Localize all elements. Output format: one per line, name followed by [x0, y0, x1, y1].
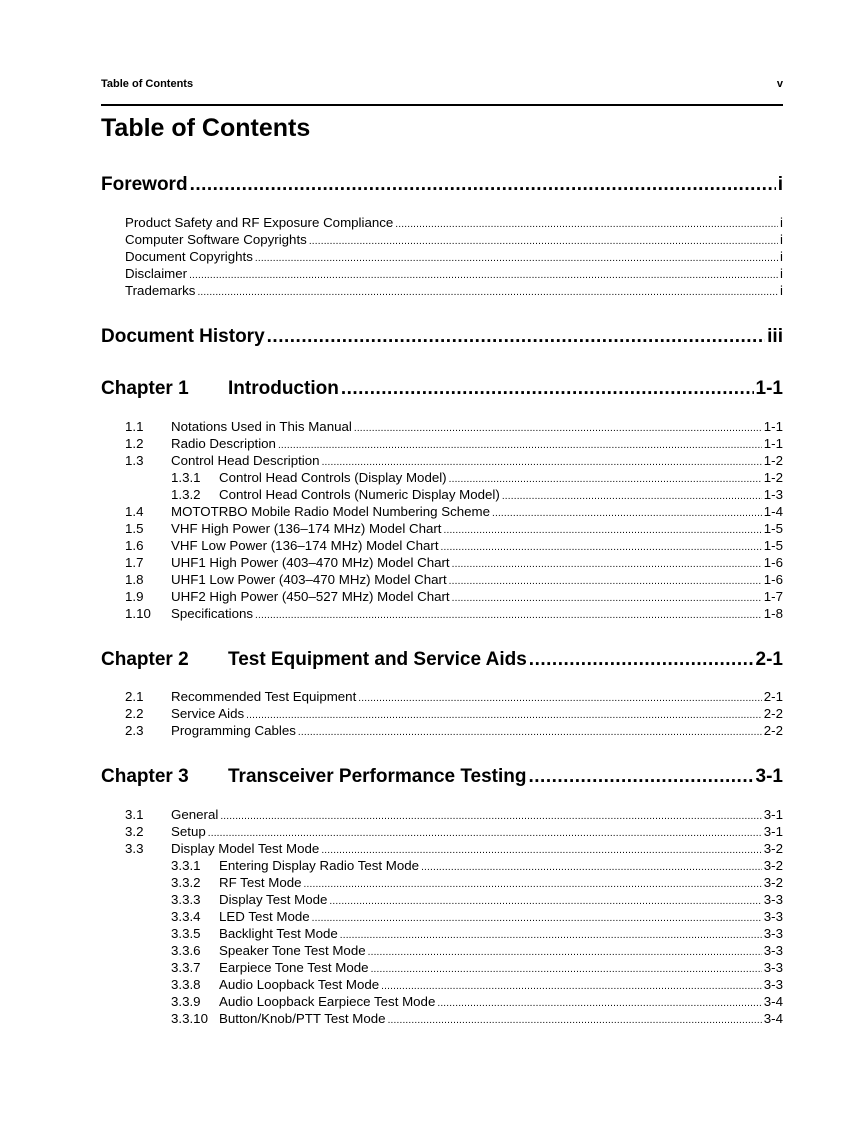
toc-entry-page: 1-1: [763, 436, 783, 451]
toc-entry-text: [125, 521, 441, 536]
toc-page: i: [777, 174, 783, 195]
toc-chapter-1-heading[interactable]: [101, 378, 783, 404]
dot-leader: [220, 811, 761, 822]
toc-entry[interactable]: [125, 589, 783, 606]
toc-entry-text: Disclaimer: [125, 266, 188, 281]
section-number: 3.2: [125, 824, 144, 839]
chapter-title: Introduction: [228, 378, 339, 399]
dot-leader: [441, 542, 762, 553]
toc-entry-page: 2-1: [763, 689, 783, 704]
dot-leader: [381, 981, 762, 992]
section-title: Display Test Mode: [219, 892, 328, 907]
section-title: Audio Loopback Earpiece Test Mode: [219, 994, 436, 1009]
toc-entry-text: [125, 824, 206, 839]
section-number: 1.6: [125, 538, 144, 553]
toc-entry[interactable]: [125, 249, 783, 266]
section-title: Recommended Test Equipment: [171, 689, 357, 704]
toc-subentry[interactable]: [171, 1011, 783, 1028]
dot-leader: [421, 862, 762, 873]
toc-entry-text: [125, 453, 320, 468]
toc-entry-text: [125, 589, 450, 604]
toc-entry[interactable]: [125, 841, 783, 858]
dot-leader: [368, 947, 762, 958]
toc-heading-text: Document History: [101, 326, 265, 347]
toc-entry-text: [125, 723, 296, 738]
dot-leader: [312, 913, 762, 924]
toc-subentry[interactable]: [171, 960, 783, 977]
toc-entry-text: [125, 419, 352, 434]
dot-leader: [309, 236, 778, 247]
section-title: Control Head Controls (Display Model): [219, 470, 447, 485]
toc-entry-page: 1-3: [763, 487, 783, 502]
section-number: 1.2: [125, 436, 144, 451]
section-number: 3.1: [125, 807, 144, 822]
toc-entry-page: i: [780, 232, 783, 247]
toc-entry[interactable]: [125, 419, 783, 436]
dot-leader: [208, 828, 762, 839]
toc-subentry[interactable]: [171, 858, 783, 875]
section-title: Display Model Test Mode: [171, 841, 320, 856]
toc-entry-text: [171, 977, 379, 992]
section-title: RF Test Mode: [219, 875, 302, 890]
toc-entry-text: [125, 436, 276, 451]
toc-page: 2-1: [755, 649, 783, 670]
toc-subentry[interactable]: [171, 926, 783, 943]
section-title: Earpiece Tone Test Mode: [219, 960, 369, 975]
toc-entry-page: 1-6: [763, 572, 783, 587]
toc-entry[interactable]: [125, 504, 783, 521]
section-number: 3.3.9: [171, 994, 201, 1009]
toc-entry[interactable]: [125, 521, 783, 538]
running-title: Table of Contents: [101, 78, 194, 90]
toc-entry[interactable]: [125, 555, 783, 572]
section-number: 1.3: [125, 453, 144, 468]
toc-heading-text: Foreword: [101, 174, 188, 195]
dot-leader: [529, 766, 754, 788]
section-title: VHF Low Power (136–174 MHz) Model Chart: [171, 538, 439, 553]
section-title: Control Head Controls (Numeric Display Model): [219, 487, 500, 502]
toc-entry-page: 1-5: [763, 538, 783, 553]
dot-leader: [246, 710, 762, 721]
section-number: 3.3: [125, 841, 144, 856]
section-number: 3.3.2: [171, 875, 201, 890]
section-title: Setup: [171, 824, 206, 839]
section-number: 1.9: [125, 589, 144, 604]
dot-leader: [452, 559, 762, 570]
toc-subentry[interactable]: [171, 892, 783, 909]
toc-entry[interactable]: [125, 807, 783, 824]
dot-leader: [358, 693, 762, 704]
toc-entry-text: [171, 1011, 386, 1026]
section-number: 2.1: [125, 689, 144, 704]
section-title: Programming Cables: [171, 723, 296, 738]
dot-leader: [443, 525, 761, 536]
toc-entry[interactable]: [125, 606, 783, 623]
toc-entry-page: 3-4: [763, 1011, 783, 1026]
toc-entry-text: [171, 926, 338, 941]
section-title: General: [171, 807, 219, 822]
section-number: 3.3.10: [171, 1011, 208, 1026]
toc-entry-page: 3-3: [763, 892, 783, 907]
toc-entry-page: 3-3: [763, 909, 783, 924]
section-title: UHF2 High Power (450–527 MHz) Model Chart: [171, 589, 450, 604]
toc-subentry[interactable]: [171, 977, 783, 994]
toc-entry-page: 2-2: [763, 723, 783, 738]
toc-entry-text: [125, 572, 447, 587]
section-title: Notations Used in This Manual: [171, 419, 352, 434]
toc-entry-page: 3-3: [763, 926, 783, 941]
chapter-heading-text: [101, 378, 339, 400]
toc-entry[interactable]: [125, 824, 783, 841]
dot-leader: [437, 998, 761, 1009]
section-title: Speaker Tone Test Mode: [219, 943, 366, 958]
toc-entry-page: 2-2: [763, 706, 783, 721]
dot-leader: [354, 423, 762, 434]
toc-entry-page: i: [780, 215, 783, 230]
toc-entry-page: i: [780, 249, 783, 264]
toc-entry-page: i: [780, 266, 783, 281]
toc-entry-page: 3-1: [763, 807, 783, 822]
page-number: v: [776, 78, 783, 90]
section-title: LED Test Mode: [219, 909, 310, 924]
section-number: 2.2: [125, 706, 144, 721]
toc-entry[interactable]: [125, 283, 783, 300]
toc-entry-text: [171, 943, 366, 958]
section-number: 1.4: [125, 504, 144, 519]
toc-entry-text: Product Safety and RF Exposure Compliance: [125, 215, 394, 230]
toc-entry-text: [125, 555, 450, 570]
toc-entry-page: 1-1: [763, 419, 783, 434]
section-number: 2.3: [125, 723, 144, 738]
toc-entry-page: 3-2: [763, 875, 783, 890]
toc-entry-page: 3-3: [763, 943, 783, 958]
toc-page: iii: [767, 326, 783, 347]
toc-entry-text: [171, 487, 500, 502]
toc-subentry[interactable]: [171, 909, 783, 926]
dot-leader: [529, 649, 754, 671]
dot-leader: [340, 930, 762, 941]
toc-entry-text: [171, 909, 310, 924]
section-title: VHF High Power (136–174 MHz) Model Chart: [171, 521, 442, 536]
section-title: Control Head Description: [171, 453, 320, 468]
header-rule: [101, 104, 783, 106]
page-title: Table of Contents: [101, 114, 311, 142]
dot-leader: [502, 491, 762, 502]
section-title: UHF1 High Power (403–470 MHz) Model Chart: [171, 555, 450, 570]
section-number: 1.8: [125, 572, 144, 587]
chapter-title: Transceiver Performance Testing: [228, 766, 527, 787]
section-number: 1.3.2: [171, 487, 201, 502]
dot-leader: [255, 610, 762, 621]
toc-entry-page: 1-6: [763, 555, 783, 570]
section-title: Button/Knob/PTT Test Mode: [219, 1011, 386, 1026]
toc-entry-page: 3-2: [763, 841, 783, 856]
toc-entry-text: [171, 875, 302, 890]
section-number: 3.3.7: [171, 960, 201, 975]
section-number: 3.3.1: [171, 858, 201, 873]
toc-entry-page: 1-7: [763, 589, 783, 604]
section-number: 3.3.6: [171, 943, 201, 958]
toc-subentry[interactable]: [171, 875, 783, 892]
toc-entry-text: [125, 538, 439, 553]
toc-entry-text: [125, 504, 490, 519]
chapter-label: Chapter 2: [101, 649, 189, 670]
toc-entry-text: [125, 841, 319, 856]
section-number: 1.1: [125, 419, 144, 434]
toc-entry-text: [171, 892, 327, 907]
dot-leader: [278, 440, 762, 451]
section-title: Audio Loopback Test Mode: [219, 977, 380, 992]
toc-subentry[interactable]: [171, 470, 783, 487]
toc-subentry[interactable]: [171, 943, 783, 960]
toc-entry-page: 1-8: [763, 606, 783, 621]
toc-entry-page: 1-5: [763, 521, 783, 536]
section-title: Entering Display Radio Test Mode: [219, 858, 420, 873]
dot-leader: [321, 845, 761, 856]
chapter-label: Chapter 1: [101, 378, 189, 399]
section-number: 3.3.4: [171, 909, 201, 924]
toc-entry-text: [125, 706, 244, 721]
dot-leader: [322, 457, 762, 468]
dot-leader: [492, 508, 762, 519]
toc-foreword-heading[interactable]: [101, 174, 783, 200]
dot-leader: [267, 326, 766, 348]
toc-chapter-2-heading[interactable]: [101, 649, 783, 675]
section-title: Specifications: [171, 606, 254, 621]
section-title: Service Aids: [171, 706, 245, 721]
section-number: 3.3.3: [171, 892, 201, 907]
dot-leader: [388, 1015, 762, 1026]
toc-entry-text: Computer Software Copyrights: [125, 232, 307, 247]
chapter-title: Test Equipment and Service Aids: [228, 649, 527, 670]
toc-entry-text: [171, 470, 447, 485]
section-number: 3.3.8: [171, 977, 201, 992]
toc-entry-text: [171, 858, 419, 873]
section-number: 1.7: [125, 555, 144, 570]
dot-leader: [304, 879, 762, 890]
toc-entry-text: Document Copyrights: [125, 249, 253, 264]
toc-entry[interactable]: [125, 453, 783, 470]
toc-history-heading[interactable]: [101, 326, 783, 352]
dot-leader: [449, 576, 762, 587]
toc-entry[interactable]: [125, 436, 783, 453]
toc-entry[interactable]: [125, 706, 783, 723]
dot-leader: [329, 896, 761, 907]
dot-leader: [449, 474, 762, 485]
section-number: 3.3.5: [171, 926, 201, 941]
chapter-heading-text: [101, 766, 527, 788]
toc-entry-page: 3-3: [763, 977, 783, 992]
toc-entry-page: 1-4: [763, 504, 783, 519]
section-title: MOTOTRBO Mobile Radio Model Numbering Scheme: [171, 504, 490, 519]
toc-entry[interactable]: [125, 232, 783, 249]
section-title: Radio Description: [171, 436, 276, 451]
section-number: 1.3.1: [171, 470, 201, 485]
toc-entry-text: [125, 606, 253, 621]
toc-entry-page: 3-3: [763, 960, 783, 975]
section-title: Backlight Test Mode: [219, 926, 338, 941]
toc-entry-text: Trademarks: [125, 283, 196, 298]
toc-subentry[interactable]: [171, 994, 783, 1011]
toc-entry-page: 1-2: [763, 470, 783, 485]
dot-leader: [452, 593, 762, 604]
chapter-heading-text: [101, 649, 527, 671]
section-number: 1.10: [125, 606, 151, 621]
toc-entry-text: [125, 689, 356, 704]
toc-entry[interactable]: [125, 689, 783, 706]
dot-leader: [371, 964, 762, 975]
toc-entry[interactable]: [125, 572, 783, 589]
dot-leader: [255, 253, 778, 264]
toc-entry-text: [171, 960, 369, 975]
toc-entry-text: [125, 807, 218, 822]
dot-leader: [298, 727, 762, 738]
toc-entry-page: 3-4: [763, 994, 783, 1009]
dot-leader: [190, 174, 776, 196]
toc-page: 1-1: [755, 378, 783, 399]
toc-page: 3-1: [755, 766, 783, 787]
running-header: [101, 78, 783, 94]
dot-leader: [341, 378, 754, 400]
toc-entry[interactable]: [125, 723, 783, 740]
toc-entry-text: [171, 994, 435, 1009]
chapter-label: Chapter 3: [101, 766, 189, 787]
toc-chapter-3-heading[interactable]: [101, 766, 783, 792]
toc-entry-page: i: [780, 283, 783, 298]
toc-entry[interactable]: [125, 215, 783, 232]
dot-leader: [197, 287, 778, 298]
toc-entry-page: 3-1: [763, 824, 783, 839]
section-title: UHF1 Low Power (403–470 MHz) Model Chart: [171, 572, 447, 587]
toc-entry[interactable]: [125, 538, 783, 555]
toc-subentry[interactable]: [171, 487, 783, 504]
toc-entry-page: 1-2: [763, 453, 783, 468]
dot-leader: [189, 270, 778, 281]
dot-leader: [395, 219, 778, 230]
section-number: 1.5: [125, 521, 144, 536]
toc-entry[interactable]: [125, 266, 783, 283]
toc-entry-page: 3-2: [763, 858, 783, 873]
